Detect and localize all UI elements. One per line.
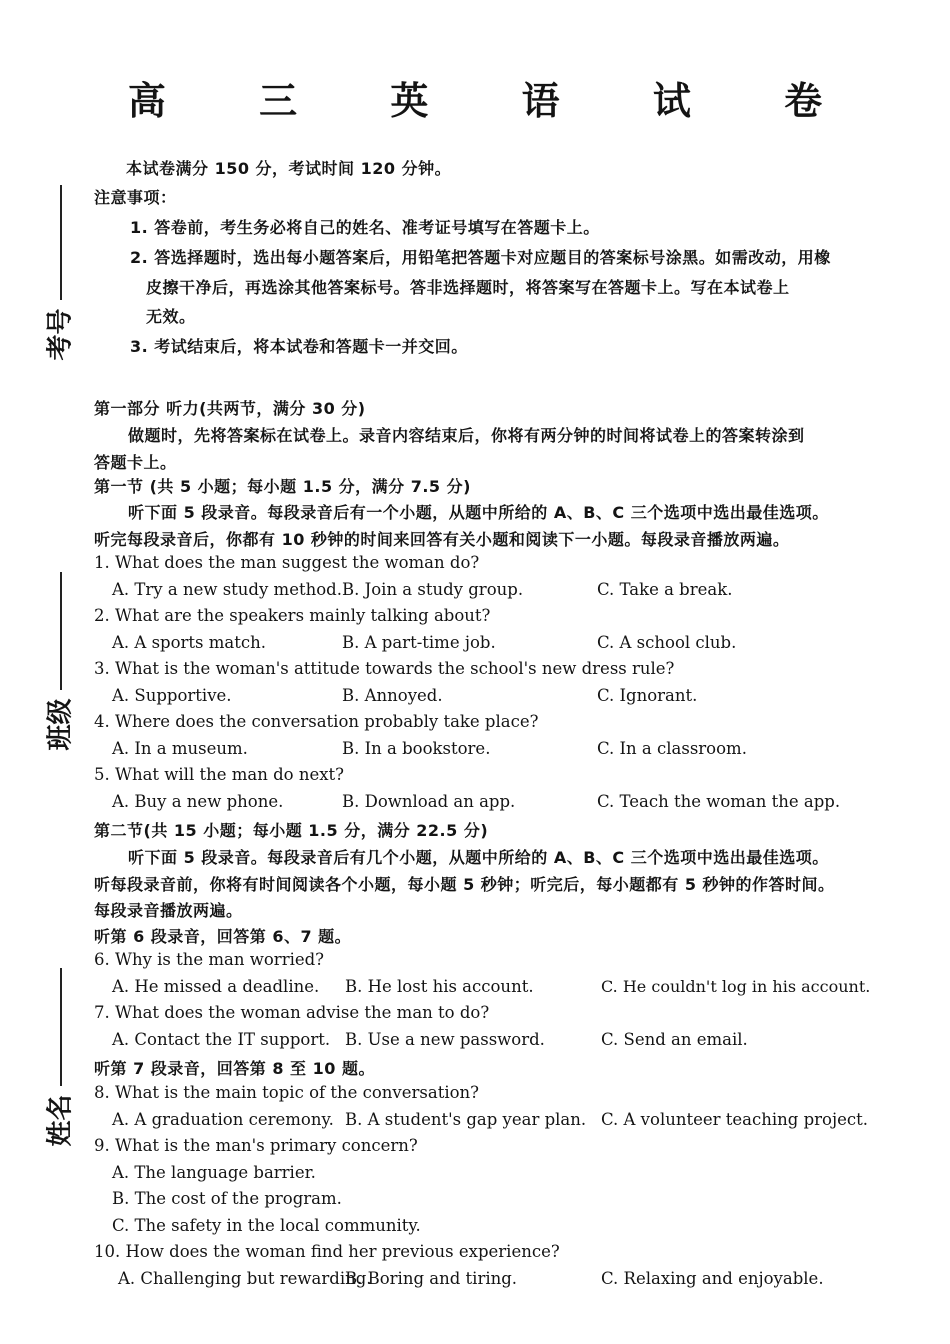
- part1-heading: 第一部分 听力(共两节，满分 30 分): [94, 399, 366, 418]
- q2-option-b: B. A part-time job.: [342, 633, 496, 652]
- class-underline: [60, 572, 62, 690]
- q9-option-b: B. The cost of the program.: [112, 1189, 342, 1208]
- q10-option-c: C. Relaxing and enjoyable.: [601, 1269, 824, 1288]
- q4-option-a: A. In a museum.: [112, 739, 248, 758]
- q9-option-a: A. The language barrier.: [112, 1163, 316, 1182]
- section2-heading: 第二节(共 15 小题；每小题 1.5 分，满分 22.5 分): [94, 821, 489, 840]
- section1-desc-2: 听完每段录音后，你都有 10 秒钟的时间来回答有关小题和阅读下一小题。每段录音播放两遍。: [94, 530, 790, 549]
- q7-option-a: A. Contact the IT support.: [112, 1030, 331, 1049]
- question-4: 4. Where does the conversation probably take place?: [94, 712, 539, 731]
- q8-option-b: B. A student's gap year plan.: [345, 1110, 587, 1129]
- listen-6-instruction: 听第 6 段录音，回答第 6、7 题。: [94, 927, 352, 946]
- question-7: 7. What does the woman advise the man to do?: [94, 1003, 490, 1022]
- section1-heading: 第一节 (共 5 小题；每小题 1.5 分，满分 7.5 分): [94, 477, 471, 496]
- q5-option-b: B. Download an app.: [342, 792, 516, 811]
- exam-no-underline: [60, 185, 62, 300]
- q8-option-c: C. A volunteer teaching project.: [601, 1110, 868, 1129]
- q7-option-c: C. Send an email.: [601, 1030, 748, 1049]
- section1-desc-1: 听下面 5 段录音。每段录音后有一个小题，从题中所给的 A、B、C 三个选项中选出最佳选项。: [128, 503, 829, 522]
- q8-option-a: A. A graduation ceremony.: [112, 1110, 334, 1129]
- question-9: 9. What is the man's primary concern?: [94, 1136, 418, 1155]
- notice-3: 3. 考试结束后，将本试卷和答题卡一并交回。: [130, 337, 468, 356]
- q6-option-b: B. He lost his account.: [345, 977, 534, 996]
- q2-option-c: C. A school club.: [597, 633, 737, 652]
- listen-7-instruction: 听第 7 段录音，回答第 8 至 10 题。: [94, 1059, 375, 1078]
- q3-option-a: A. Supportive.: [112, 686, 232, 705]
- name-underline: [60, 968, 62, 1086]
- q5-option-c: C. Teach the woman the app.: [597, 792, 841, 811]
- section2-desc-2: 听每段录音前，你将有时间阅读各个小题，每小题 5 秒钟；听完后，每小题都有 5 秒钟的作答时间。: [94, 875, 835, 894]
- section2-desc-1: 听下面 5 段录音。每段录音后有几个小题，从题中所给的 A、B、C 三个选项中选出最佳选项。: [128, 848, 829, 867]
- q6-option-c: C. He couldn't log in his account.: [601, 977, 871, 996]
- notice-2-end: 无效。: [146, 307, 196, 326]
- q4-option-b: B. In a bookstore.: [342, 739, 491, 758]
- q1-option-c: C. Take a break.: [597, 580, 733, 599]
- q9-option-c: C. The safety in the local community.: [112, 1216, 421, 1235]
- notice-2-cont: 皮擦干净后，再选涂其他答案标号。答非选择题时，将答案写在答题卡上。写在本试卷上: [146, 278, 790, 297]
- notice-1: 1. 答卷前，考生务必将自己的姓名、准考证号填写在答题卡上。: [130, 218, 600, 237]
- q1-option-b: B. Join a study group.: [342, 580, 524, 599]
- name-label: 姓名: [45, 1094, 76, 1147]
- question-1: 1. What does the man suggest the woman do?: [94, 553, 480, 572]
- question-8: 8. What is the main topic of the conversation?: [94, 1083, 480, 1102]
- question-3: 3. What is the woman's attitude towards the school's new dress rule?: [94, 659, 675, 678]
- question-10: 10. How does the woman find her previous experience?: [94, 1242, 560, 1261]
- q3-option-b: B. Annoyed.: [342, 686, 443, 705]
- q5-option-a: A. Buy a new phone.: [112, 792, 284, 811]
- part1-desc-2: 答题卡上。: [94, 453, 177, 472]
- question-2: 2. What are the speakers mainly talking about?: [94, 606, 491, 625]
- intro-text: 本试卷满分 150 分，考试时间 120 分钟。: [126, 159, 452, 178]
- notice-heading: 注意事项：: [94, 188, 177, 207]
- notice-2: 2. 答选择题时，选出每小题答案后，用铅笔把答题卡对应题目的答案标号涂黑。如需改动，用橡: [130, 248, 831, 267]
- q6-option-a: A. He missed a deadline.: [112, 977, 320, 996]
- page-title: 高 三 英 语 试 卷: [127, 79, 863, 123]
- section2-desc-3: 每段录音播放两遍。: [94, 901, 243, 920]
- q4-option-c: C. In a classroom.: [597, 739, 747, 758]
- exam-no-label: 考号: [45, 308, 76, 361]
- question-6: 6. Why is the man worried?: [94, 950, 325, 969]
- q1-option-a: A. Try a new study method.: [112, 580, 342, 599]
- part1-desc-1: 做题时，先将答案标在试卷上。录音内容结束后，你将有两分钟的时间将试卷上的答案转涂到: [128, 426, 805, 445]
- question-5: 5. What will the man do next?: [94, 765, 345, 784]
- q3-option-c: C. Ignorant.: [597, 686, 698, 705]
- q7-option-b: B. Use a new password.: [345, 1030, 545, 1049]
- q10-option-b: B. Boring and tiring.: [345, 1269, 518, 1288]
- q10-option-a: A. Challenging but rewarding.: [118, 1269, 372, 1288]
- q2-option-a: A. A sports match.: [112, 633, 266, 652]
- class-label: 班级: [45, 698, 76, 751]
